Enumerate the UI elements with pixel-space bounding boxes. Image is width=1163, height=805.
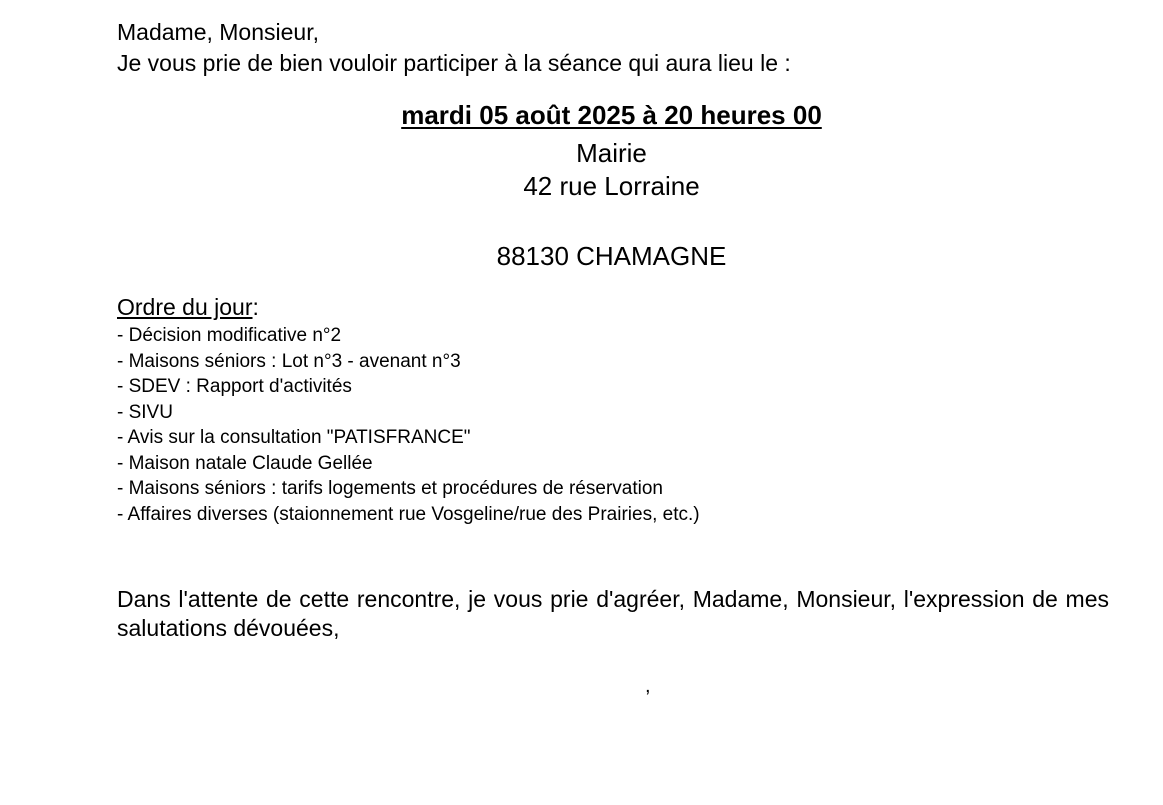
agenda-item: - SDEV : Rapport d'activités (117, 376, 352, 397)
meeting-date-time: mardi 05 août 2025 à 20 heures 00 (401, 100, 822, 130)
agenda-item: - SIVU (117, 401, 173, 423)
greeting: Madame, Monsieur, (117, 19, 319, 45)
agenda-item: - Affaires diverses (staionnement rue Vosgeline/rue des Prairies, etc.) (117, 503, 700, 525)
signature-comma: , (645, 675, 651, 697)
agenda-item: - Décision modificative n°2 (117, 325, 342, 346)
agenda-item: - Avis sur la consultation "PATISFRANCE" (117, 427, 471, 448)
meeting-place: Mairie (576, 138, 647, 168)
agenda-item: - Maisons séniors : tarifs logements et procédures de réservation (117, 478, 663, 499)
agenda-list (117, 325, 700, 529)
agenda-title-text: Ordre du jour (117, 294, 253, 320)
closing-paragraph: Dans l'attente de cette rencontre, je vous prie d'agréer, Madame, Monsieur, l'expression de mes salutations dévouées, (117, 586, 1109, 641)
agenda-title (117, 296, 259, 319)
meeting-city: 88130 CHAMAGNE (496, 241, 727, 271)
intro-text: Je vous prie de bien vouloir participer à la séance qui aura lieu le : (117, 50, 791, 76)
agenda-item: - Maison natale Claude Gellée (117, 452, 373, 474)
agenda-title-colon: : (252, 294, 259, 320)
meeting-street: 42 rue Lorraine (523, 171, 700, 201)
agenda-item: - Maisons séniors : Lot n°3 - avenant n°3 (117, 350, 461, 372)
